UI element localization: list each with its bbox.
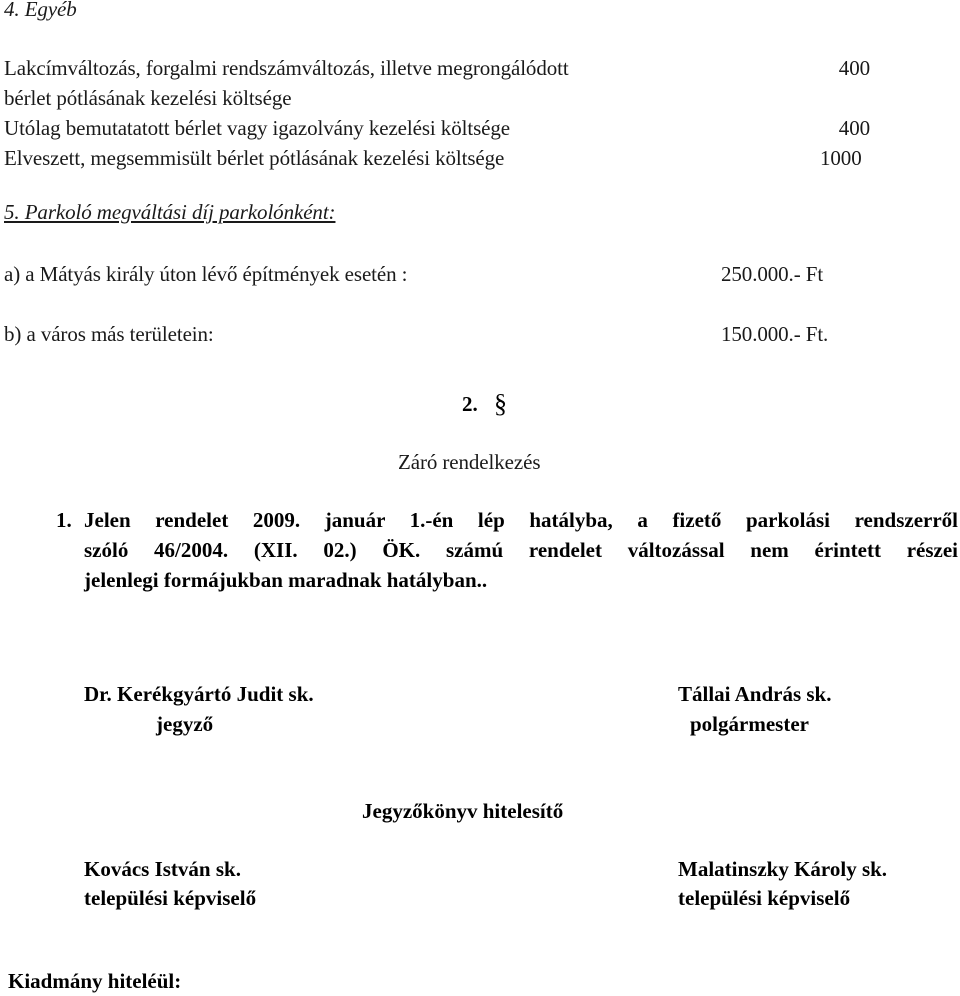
signature-left-role: jegyző: [156, 712, 214, 736]
provision-number: 1.: [56, 508, 72, 532]
parking-item-b-label: b) a város más területein:: [4, 322, 214, 346]
fee-3-amount: 1000: [820, 146, 862, 170]
section-5-heading: 5. Parkoló megváltási díj parkolónként:: [4, 200, 336, 224]
authenticator-right-name: Malatinszky Károly sk.: [678, 857, 888, 881]
section-4-heading: 4. Egyéb: [4, 0, 77, 21]
authenticator-right-role: települési képviselő: [678, 886, 851, 910]
fee-2-amount: 400: [838, 116, 870, 140]
fee-1-amount: 400: [838, 56, 870, 80]
authenticator-left-role: települési képviselő: [84, 886, 257, 910]
footer-label: Kiadmány hiteléül:: [8, 969, 182, 993]
fee-1-line-1: Lakcímváltozás, forgalmi rendszámváltozás, illetve megrongálódott: [4, 56, 569, 80]
authentication-title: Jegyzőkönyv hitelesítő: [362, 799, 564, 823]
signature-left-name: Dr. Kerékgyártó Judit sk.: [84, 682, 314, 706]
signature-right-role: polgármester: [690, 712, 809, 736]
fee-1-line-2: bérlet pótlásának kezelési költsége: [4, 86, 292, 110]
provision-line-1: Jelen rendelet 2009. január 1.-én lép hatályba, a fizető parkolási rendszerről: [84, 508, 958, 532]
fee-3-label: Elveszett, megsemmisült bérlet pótlásának kezelési költsége: [4, 146, 505, 170]
provision-line-3: jelenlegi formájukban maradnak hatályban..: [84, 568, 488, 592]
paragraph-title: Záró rendelkezés: [398, 450, 541, 474]
fee-2-label: Utólag bemutatatott bérlet vagy igazolvány kezelési költsége: [4, 116, 510, 140]
parking-item-b-amount: 150.000.- Ft.: [721, 322, 829, 346]
signature-right-name: Tállai András sk.: [678, 682, 832, 706]
paragraph-symbol: §: [494, 389, 507, 418]
parking-item-a-amount: 250.000.- Ft: [721, 262, 824, 286]
parking-item-a-label: a) a Mátyás király úton lévő építmények esetén :: [4, 262, 408, 286]
paragraph-number: 2.: [462, 392, 478, 416]
provision-line-2: szóló 46/2004. (XII. 02.) ÖK. számú rendelet változással nem érintett részei: [84, 538, 958, 562]
authenticator-left-name: Kovács István sk.: [84, 857, 241, 881]
